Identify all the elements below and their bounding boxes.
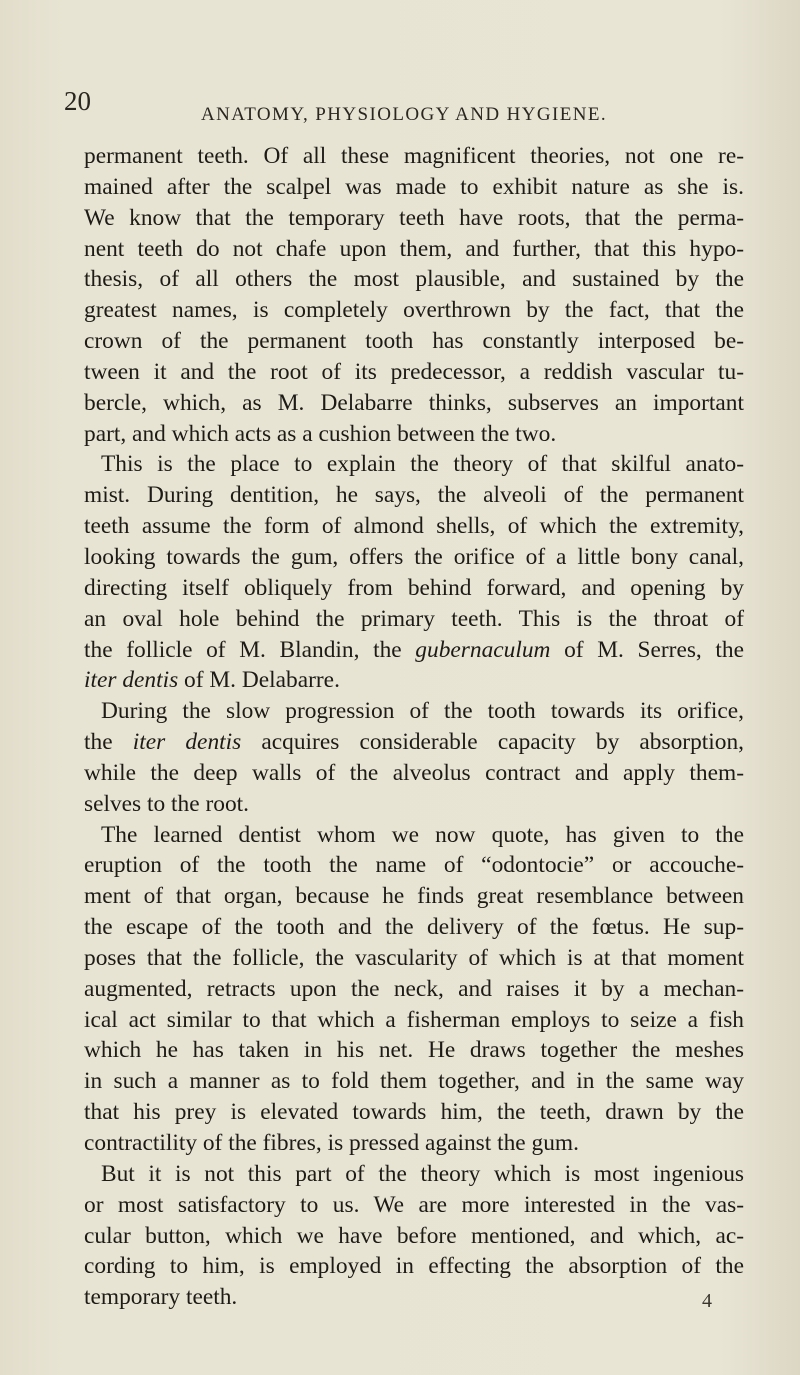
line-text-post: of M. Delabarre.: [178, 667, 340, 694]
text-line: the escape of the tooth and the delivery of the fœtus. He sup-: [84, 914, 744, 941]
text-line: mained after the scalpel was made to exhibit nature as she is.: [84, 173, 744, 200]
paragraph-first-line: This is the place to explain the theory of that skilful anato-: [101, 451, 744, 478]
italic-term: iter dentis: [84, 667, 179, 694]
text-line: contractility of the fibres, is pressed against the gum.: [84, 1130, 579, 1156]
text-line: permanent teeth. Of all these magnificent theories, not one re-: [84, 143, 744, 169]
text-line: cording to him, is employed in effecting the absorption of the: [84, 1253, 744, 1280]
text-line: poses that the follicle, the vascularity of which is at that moment: [84, 944, 744, 971]
text-line: directing itself obliquely from behind forward, and opening by: [84, 574, 744, 601]
text-line: in such a manner as to fold them together, and in the same way: [84, 1068, 744, 1095]
text-line: mist. During dentition, he says, the alveoli of the permanent: [84, 482, 744, 509]
text-line: We know that the temporary teeth have roots, that the perma-: [84, 204, 744, 231]
text-line: that his prey is elevated towards him, the teeth, drawn by the: [84, 1099, 744, 1126]
paragraph-first-line: During the slow progression of the tooth towards its orifice,: [101, 698, 744, 725]
page-header: [62, 86, 742, 126]
text-line: nent teeth do not chafe upon them, and further, that this hypo-: [84, 235, 744, 262]
text-line: ical act similar to that which a fisherman employs to seize a fish: [84, 1006, 744, 1033]
line-text-pre: the: [84, 729, 133, 756]
text-line: looking towards the gum, offers the orifice of a little bony canal,: [84, 543, 744, 570]
line-text-post: acquires considerable capacity by absorption,: [241, 729, 745, 756]
line-text-post: of M. Serres, the: [550, 636, 744, 663]
page-number: 20: [64, 86, 91, 116]
text-line: temporary teeth.: [84, 1284, 238, 1311]
paragraph-first-line: The learned dentist whom we now quote, has given to the: [101, 821, 744, 848]
text-line: crown of the permanent tooth has constantly interposed be-: [84, 328, 744, 355]
text-line: thesis, of all others the most plausible, and sustained by the: [84, 266, 744, 293]
text-line: an oval hole behind the primary teeth. This is the throat of: [84, 605, 744, 632]
text-line: part, and which acts as a cushion between the two.: [84, 420, 557, 447]
text-line: bercle, which, as M. Delabarre thinks, subserves an important: [84, 389, 744, 416]
text-line: which he has taken in his net. He draws together the meshes: [84, 1037, 744, 1064]
text-line: selves to the root.: [84, 790, 250, 817]
text-line-with-italic: [84, 727, 744, 758]
text-line: teeth assume the form of almond shells, of which the extremity,: [84, 513, 744, 540]
paragraph-first-line: But it is not this part of the theory which is most ingenious: [101, 1160, 744, 1187]
running-head: ANATOMY, PHYSIOLOGY AND HYGIENE.: [201, 104, 607, 125]
text-line: cular button, which we have before mentioned, and which, ac-: [84, 1222, 744, 1249]
text-line: ment of that organ, because he finds great resemblance between: [84, 883, 744, 910]
text-line-with-italic: [84, 635, 744, 666]
text-line: while the deep walls of the alveolus contract and apply them-: [84, 759, 744, 786]
text-line: eruption of the tooth the name of “odontocie” or accouche-: [84, 852, 744, 879]
text-line: greatest names, is completely overthrown by the fact, that the: [84, 297, 744, 324]
body-text: [84, 141, 744, 1313]
text-line: augmented, retracts upon the neck, and raises it by a mechan-: [84, 975, 744, 1002]
line-text-pre: the follicle of M. Blandin, the: [84, 636, 416, 663]
italic-term: gubernaculum: [415, 636, 551, 663]
italic-term: iter dentis: [132, 729, 242, 756]
text-line-with-italic: [84, 665, 744, 696]
signature-mark: 4: [702, 1290, 712, 1312]
text-line: or most satisfactory to us. We are more interested in the vas-: [84, 1191, 744, 1218]
text-line: tween it and the root of its predecessor, a reddish vascular tu-: [84, 358, 744, 385]
